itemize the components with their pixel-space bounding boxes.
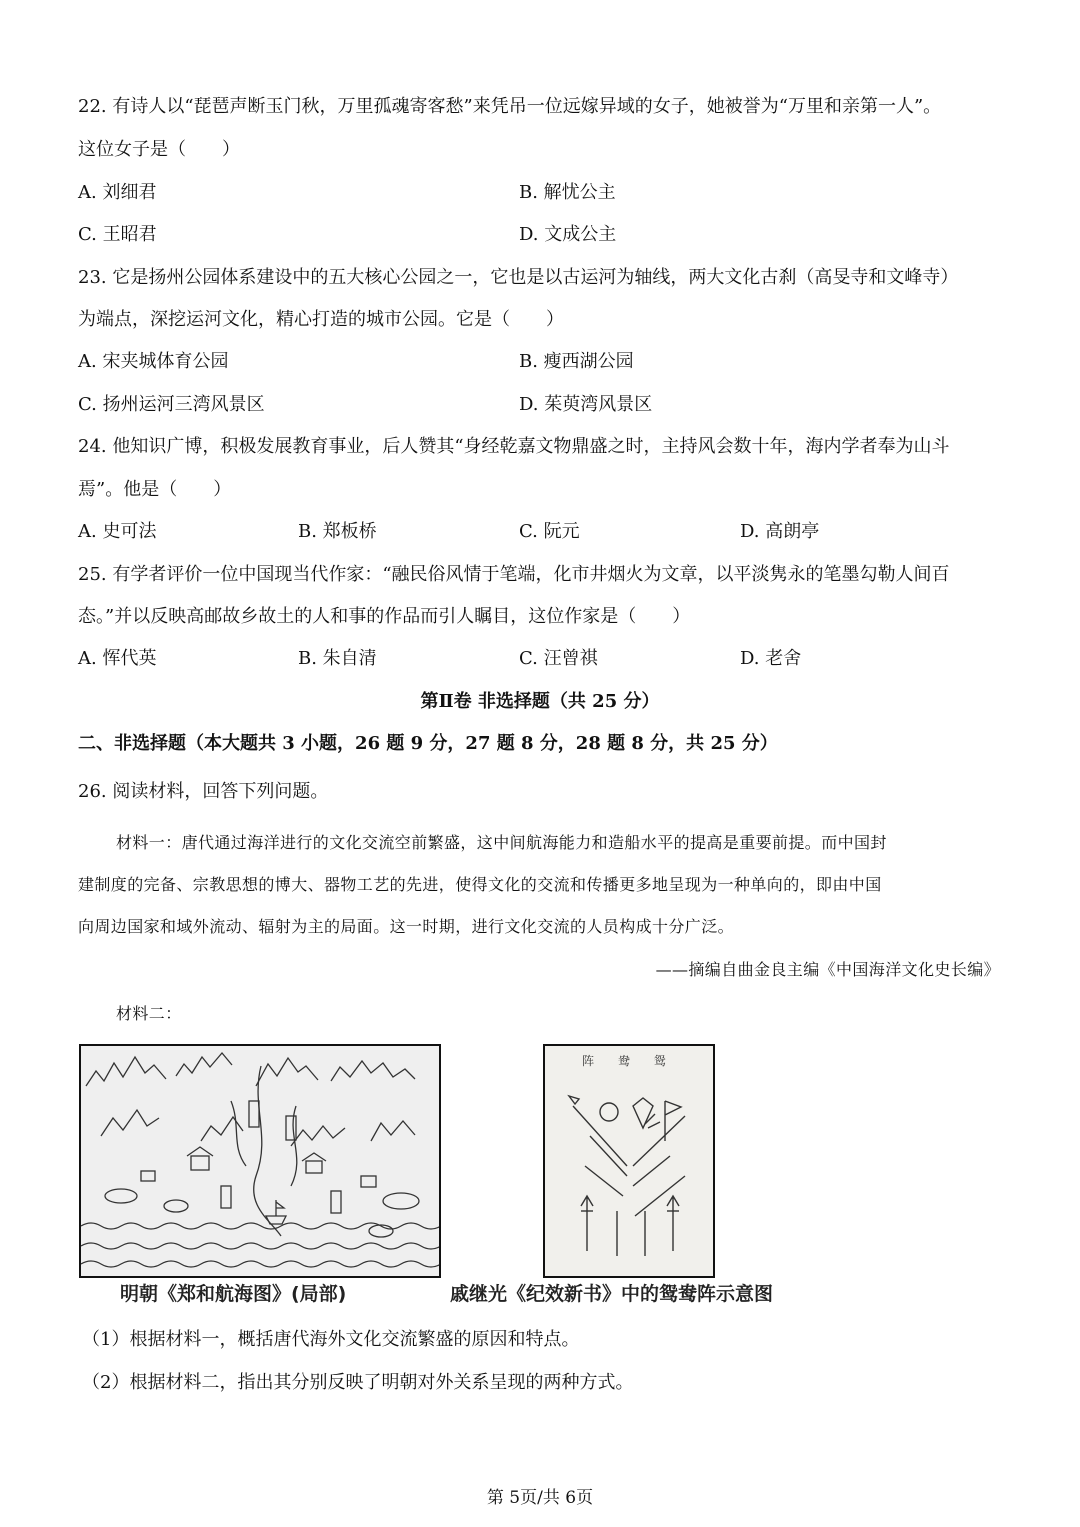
q24-stem-line2: 焉”。他是（ ）: [78, 479, 232, 500]
q25-option-c[interactable]: C. 汪曾祺: [519, 648, 598, 669]
material-1-line3: 向周边国家和域外流动、辐射为主的局面。这一时期，进行文化交流的人员构成十分广泛。: [78, 917, 735, 936]
q23-stem-line2: 为端点，深挖运河文化，精心打造的城市公园。它是（ ）: [78, 309, 564, 330]
q25-option-b[interactable]: B. 朱自清: [298, 648, 377, 669]
figure-1-caption: 明朝《郑和航海图》(局部): [120, 1283, 347, 1305]
q24-option-d[interactable]: D. 高朗亭: [740, 521, 820, 542]
zheng-he-map-figure: [79, 1044, 441, 1278]
q23-option-b[interactable]: B. 瘦西湖公园: [519, 351, 634, 372]
section-title: 第Ⅱ卷 非选择题（共 25 分）: [420, 691, 660, 712]
q22-stem-line2: 这位女子是（ ）: [78, 139, 240, 160]
formation-heading: 阵 鸯 鸳: [582, 1054, 676, 1068]
q23-option-d[interactable]: D. 茱萸湾风景区: [519, 394, 653, 415]
q22-option-b[interactable]: B. 解忧公主: [519, 182, 616, 203]
page-footer: 第 5页/共 6页: [486, 1488, 594, 1508]
mandarin-duck-formation-figure: [543, 1044, 715, 1278]
q22-option-a[interactable]: A. 刘细君: [78, 182, 157, 203]
q24-option-c[interactable]: C. 阮元: [519, 521, 580, 542]
q23-option-a[interactable]: A. 宋夹城体育公园: [78, 351, 229, 372]
q26-intro: 26. 阅读材料，回答下列问题。: [78, 781, 329, 802]
material-1-line2: 建制度的完备、宗教思想的博大、器物工艺的先进，使得文化的交流和传播更多地呈现为一种单向的，即由中国: [78, 875, 882, 894]
q24-stem-line1: 24. 他知识广博，积极发展教育事业，后人赞其“身经乾嘉文物鼎盛之时，主持风会数十年，海内学者奉为山斗: [78, 436, 950, 457]
q22-option-d[interactable]: D. 文成公主: [519, 224, 617, 245]
formation-weapons-drawing: [545, 1046, 713, 1276]
q26-subquestion-1: （1）根据材料一，概括唐代海外文化交流繁盛的原因和特点。: [82, 1329, 580, 1350]
q24-option-a[interactable]: A. 史可法: [78, 521, 157, 542]
q25-stem-line2: 态。”并以反映高邮故乡故土的人和事的作品而引人瞩目，这位作家是（ ）: [78, 606, 691, 627]
figure-2-caption: 戚继光《纪效新书》中的鸳鸯阵示意图: [450, 1283, 774, 1305]
material-1-line1: 材料一：唐代通过海洋进行的文化交流空前繁盛，这中间航海能力和造船水平的提高是重要前提。而中国封: [116, 833, 887, 852]
q22-option-c[interactable]: C. 王昭君: [78, 224, 157, 245]
zheng-he-map-drawing: [81, 1046, 439, 1276]
q22-stem-line1: 22. 有诗人以“琵琶声断玉门秋，万里孤魂寄客愁”来凭吊一位远嫁异域的女子，她被誉为“万里和亲第一人”。: [78, 96, 942, 117]
q26-subquestion-2: （2）根据材料二，指出其分别反映了明朝对外关系呈现的两种方式。: [82, 1372, 634, 1393]
q23-stem-line1: 23. 它是扬州公园体系建设中的五大核心公园之一，它也是以古运河为轴线，两大文化古刹（高旻寺和文峰寺）: [78, 267, 959, 288]
section-heading: 二、非选择题（本大题共 3 小题，26 题 9 分，27 题 8 分，28 题 8 分，共 25 分）: [78, 733, 778, 754]
material-1-source: ——摘编自曲金良主编《中国海洋文化史长编》: [655, 960, 1000, 979]
q25-option-d[interactable]: D. 老舍: [740, 648, 802, 669]
q23-option-c[interactable]: C. 扬州运河三湾风景区: [78, 394, 265, 415]
q25-stem-line1: 25. 有学者评价一位中国现当代作家：“融民俗风情于笔端，化市井烟火为文章，以平淡隽永的笔墨勾勒人间百: [78, 564, 950, 585]
q25-option-a[interactable]: A. 恽代英: [78, 648, 157, 669]
q24-option-b[interactable]: B. 郑板桥: [298, 521, 377, 542]
material-2-label: 材料二：: [116, 1004, 182, 1023]
